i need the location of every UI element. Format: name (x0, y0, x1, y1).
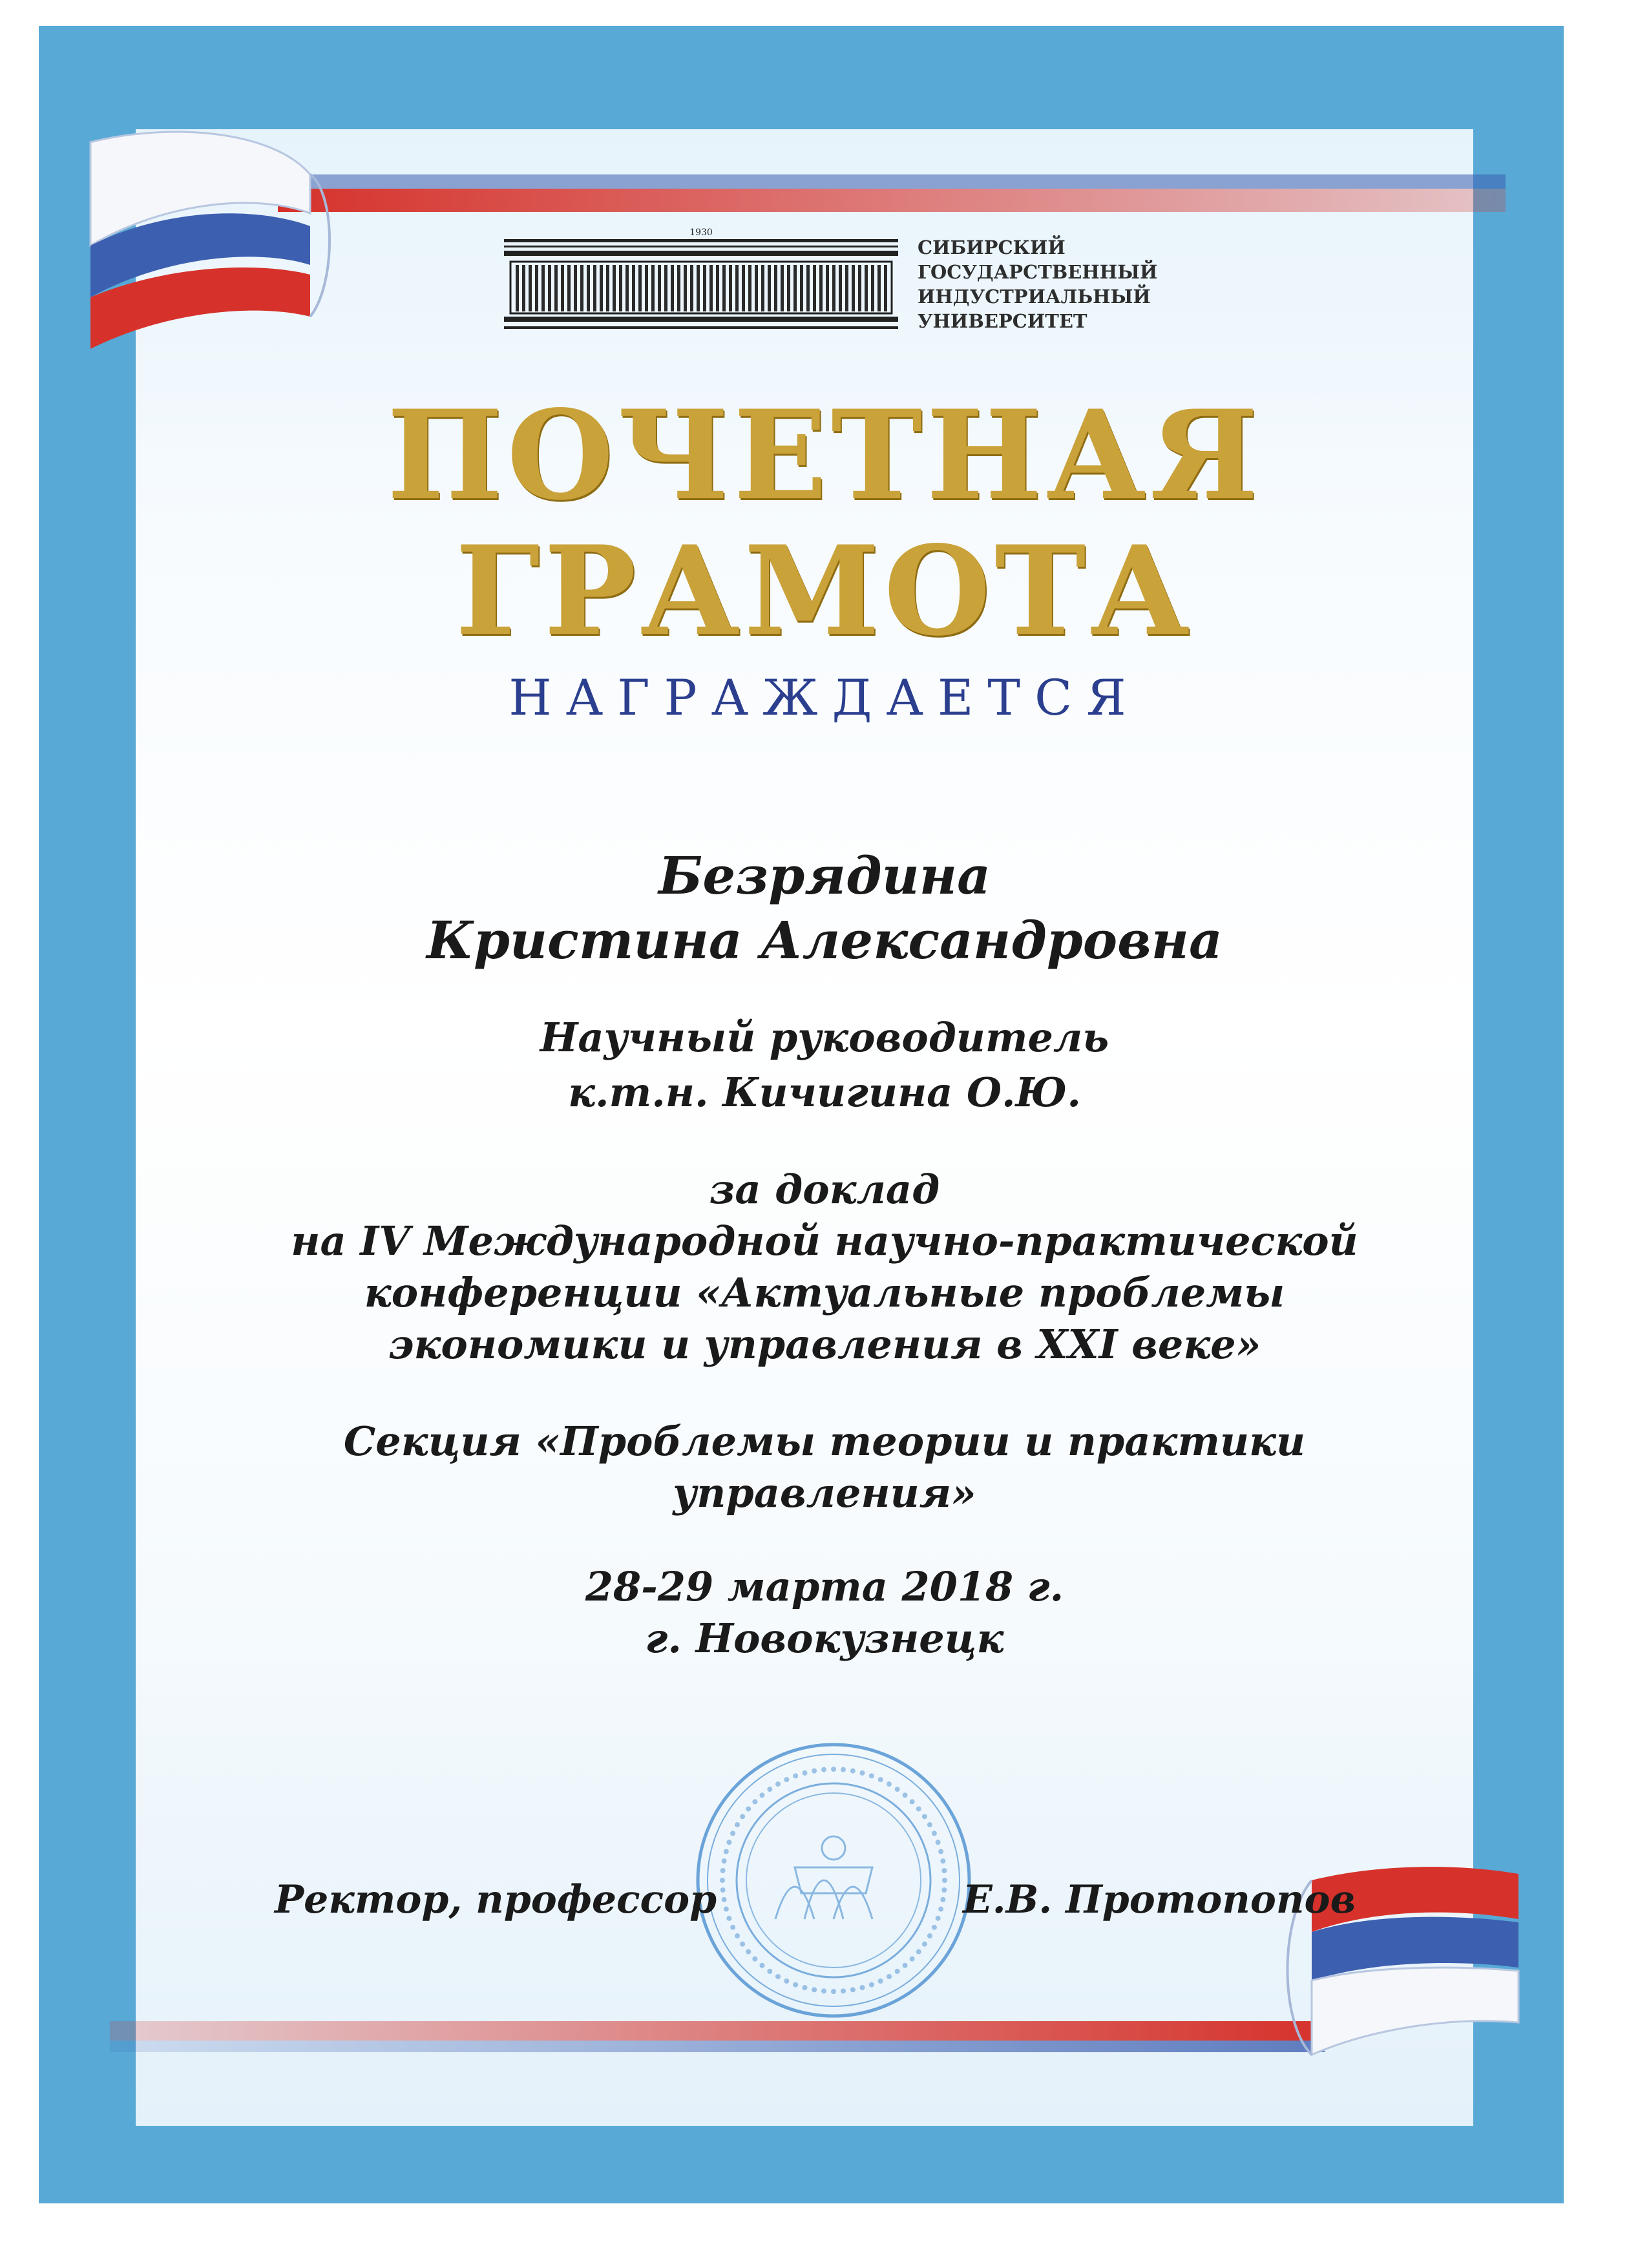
advisor-name: к.т.н. Кичигина О.Ю. (568, 1069, 1081, 1116)
signatory-position: Ректор, профессор (275, 1877, 717, 1922)
certificate-title-line-1: ПОЧЕТНАЯ (386, 383, 1263, 527)
event-city: г. Новокузнецк (645, 1615, 1004, 1662)
section-line: Секция «Проблемы теории и практики (343, 1418, 1306, 1465)
university-name-line: УНИВЕРСИТЕТ (918, 310, 1087, 332)
reason-line: на IV Международной научно-практической (291, 1217, 1358, 1265)
certificate-title-line-2: ГРАМОТА (455, 519, 1194, 663)
university-logo (504, 226, 1158, 342)
recipient-surname: Безрядина (658, 845, 991, 906)
awarded-label: НАГРАЖДАЕТСЯ (509, 669, 1140, 726)
university-name-line: СИБИРСКИЙ (918, 236, 1066, 258)
signatory-name: Е.В. Протопопов (963, 1877, 1356, 1922)
reason-line: за доклад (709, 1166, 940, 1213)
official-seal-stamp (691, 1738, 976, 2022)
recipient-given-names: Кристина Александровна (426, 910, 1223, 971)
reason-line: экономики и управления в XXI веке» (388, 1321, 1261, 1368)
building-emblem-icon (504, 226, 898, 339)
university-name-line: ГОСУДАРСТВЕННЫЙ (918, 261, 1158, 283)
advisor-label: Научный руководитель (540, 1014, 1109, 1061)
reason-line: конференции «Актуальные проблемы (364, 1269, 1285, 1316)
section-line: управления» (673, 1469, 976, 1517)
founded-year: 1930 (689, 227, 713, 238)
university-name-line: ИНДУСТРИАЛЬНЫЙ (918, 286, 1151, 308)
university-name (918, 235, 1163, 333)
event-date: 28-29 марта 2018 г. (585, 1563, 1064, 1610)
